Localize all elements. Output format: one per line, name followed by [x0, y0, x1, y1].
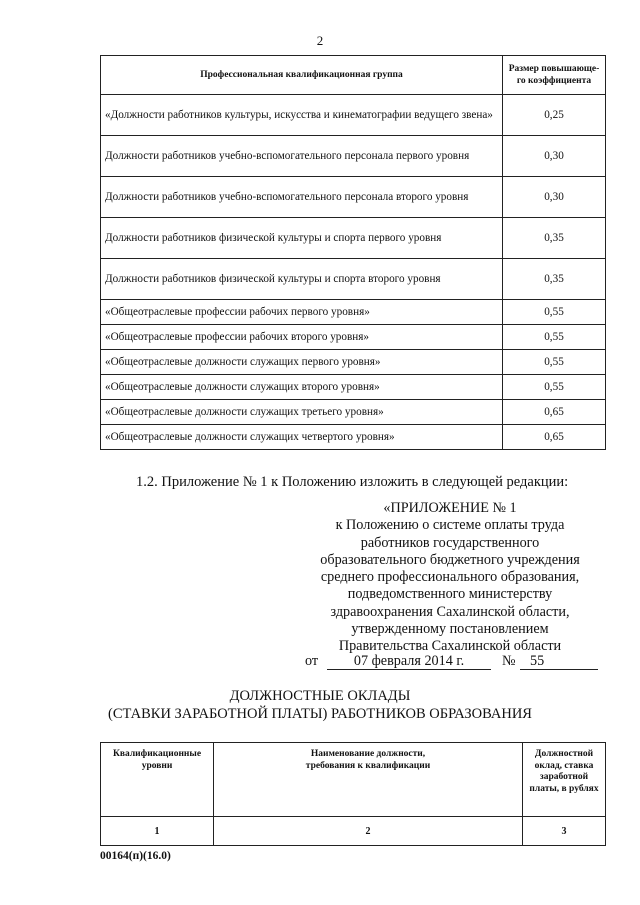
appendix-line: работников государственного [360, 534, 540, 551]
coef-group-cell: Должности работников физической культуры и спорта второго уровня [101, 259, 503, 300]
salary-header-salary-line: заработной [539, 772, 589, 782]
coef-group-cell: «Общеотраслевые должности служащих третьего уровня» [101, 400, 503, 425]
coef-row [101, 218, 606, 259]
coef-header-value: Размер повышающе-го коэффициента [503, 56, 606, 95]
appendix-line: образовательного бюджетного учреждения [320, 551, 580, 568]
coef-group-cell: Должности работников учебно-вспомогательного персонала первого уровня [101, 136, 503, 177]
coef-row [101, 350, 606, 375]
salary-header-salary-line: Должностной [534, 749, 594, 759]
footer-code: 00164(п)(16.0) [100, 850, 171, 862]
salary-col-number: 1 [101, 817, 214, 846]
decree-number: 55 [520, 653, 598, 670]
appendix-line: среднего профессионального образования, [320, 569, 580, 586]
coef-row [101, 177, 606, 218]
salary-header-position [214, 743, 523, 817]
salary-header-position-line: требования к квалификации [305, 760, 431, 771]
appendix-header [300, 500, 600, 656]
coef-group-cell: «Общеотраслевые должности служащих четвертого уровня» [101, 425, 503, 450]
coef-group-cell: «Общеотраслевые профессии рабочих первого уровня» [101, 300, 503, 325]
coef-row [101, 325, 606, 350]
coef-row [101, 259, 606, 300]
salary-header-levels [101, 743, 214, 817]
salary-col-number: 3 [523, 817, 606, 846]
decree-number-label: № [502, 653, 516, 669]
appendix-line: здравоохранения Сахалинской области, [330, 603, 570, 620]
coef-row [101, 400, 606, 425]
coef-value-cell: 0,55 [503, 350, 606, 375]
coef-row [101, 136, 606, 177]
coef-group-cell: Должности работников учебно-вспомогательного персонала второго уровня [101, 177, 503, 218]
salary-header-salary-line: оклад, ставка [534, 760, 594, 771]
coef-value-cell: 0,55 [503, 300, 606, 325]
amendment-paragraph: 1.2. Приложение № 1 к Положению изложить в следующей редакции: [136, 474, 569, 490]
appendix-line: «ПРИЛОЖЕНИЕ № 1 [383, 500, 517, 516]
page-number: 2 [316, 33, 324, 48]
salary-header-salary [523, 743, 606, 817]
coef-value-cell: 0,30 [503, 177, 606, 218]
coef-value-cell: 0,65 [503, 425, 606, 450]
document-title-line-1: ДОЛЖНОСТНЫЕ ОКЛАДЫ [229, 688, 411, 704]
coef-value-cell: 0,55 [503, 325, 606, 350]
coef-group-cell: «Должности работников культуры, искусства и кинематографии ведущего звена» [101, 95, 503, 136]
coef-value-cell: 0,25 [503, 95, 606, 136]
salary-header-position-line: Наименование должности, [310, 749, 426, 759]
appendix-line: утвержденному постановлением [351, 621, 549, 638]
appendix-line: к Положению о системе оплаты труда [335, 517, 565, 534]
coef-value-cell: 0,35 [503, 218, 606, 259]
salary-header-levels-line: Квалификационные [112, 749, 202, 759]
salary-col-number: 2 [214, 817, 523, 846]
salary-header-levels-line: уровни [141, 760, 173, 771]
coef-group-cell: Должности работников физической культуры и спорта первого уровня [101, 218, 503, 259]
coef-row [101, 95, 606, 136]
coef-row [101, 375, 606, 400]
coef-value-cell: 0,30 [503, 136, 606, 177]
coef-group-cell: «Общеотраслевые должности служащих второго уровня» [101, 375, 503, 400]
appendix-line: подведомственного министерству [347, 586, 553, 603]
coef-value-cell: 0,35 [503, 259, 606, 300]
coef-row [101, 425, 606, 450]
coef-row [101, 300, 606, 325]
salary-table [100, 742, 606, 846]
coef-value-cell: 0,55 [503, 375, 606, 400]
coef-header-group: Профессиональная квалификационная группа [101, 56, 503, 95]
coef-group-cell: «Общеотраслевые профессии рабочих второго уровня» [101, 325, 503, 350]
date-from-label: от [305, 653, 319, 669]
salary-header-salary-line: платы, в рублях [529, 783, 599, 794]
appendix-line: Правительства Сахалинской области [338, 638, 562, 655]
decree-date: 07 февраля 2014 г. [327, 653, 491, 670]
coef-value-cell: 0,65 [503, 400, 606, 425]
document-title-line-2: (СТАВКИ ЗАРАБОТНОЙ ПЛАТЫ) РАБОТНИКОВ ОБРАЗОВАНИЯ [108, 706, 532, 722]
coef-group-cell: «Общеотраслевые должности служащих первого уровня» [101, 350, 503, 375]
coefficient-table [100, 55, 606, 450]
coefficient-table-body [101, 95, 606, 450]
